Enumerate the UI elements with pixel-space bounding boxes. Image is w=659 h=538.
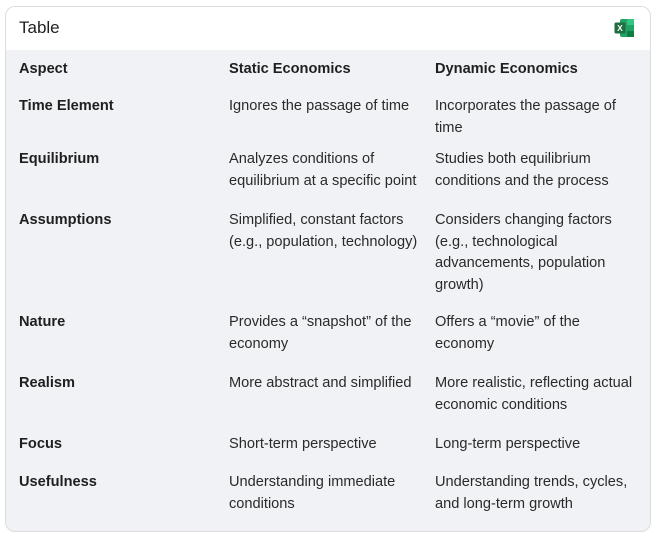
table-row [6,434,651,472]
dynamic-cell: More realistic, reflecting actual economic conditions [435,375,633,413]
static-cell: Short-term perspective [229,436,377,452]
dynamic-cell: Incorporates the passage of time [435,98,616,136]
row-aspect-cell: Usefulness [19,474,97,490]
row-aspect-cell: Focus [19,436,62,452]
dynamic-cell: Considers changing factors (e.g., technological advancements, population growth) [435,212,612,293]
svg-text:X: X [617,23,623,33]
static-cell: Ignores the passage of time [229,98,410,114]
dynamic-cell: Studies both equilibrium conditions and the process [435,151,609,189]
column-header-aspect: Aspect [19,61,68,77]
row-aspect-cell: Nature [19,314,66,330]
table-row [6,210,651,312]
excel-icon[interactable] [614,18,635,38]
static-cell: More abstract and simplified [229,375,412,391]
row-aspect-cell: Equilibrium [19,151,100,167]
table-row [6,312,651,373]
table-row [6,149,651,210]
column-header-static: Static Economics [229,61,351,77]
row-aspect-cell: Assumptions [19,212,112,228]
row-aspect-cell: Realism [19,375,75,391]
dynamic-cell: Offers a “movie” of the economy [435,314,580,352]
static-cell: Understanding immediate conditions [229,474,396,512]
card-title: Table [19,18,60,37]
static-cell: Provides a “snapshot” of the economy [229,314,412,352]
table-row [6,373,651,434]
table-row [6,472,651,522]
dynamic-cell: Understanding trends, cycles, and long-term growth [435,474,628,512]
table-row [6,90,651,149]
dynamic-cell: Long-term perspective [435,436,581,452]
table-card [5,6,651,532]
static-cell: Simplified, constant factors (e.g., population, technology) [229,212,418,250]
comparison-table [6,50,651,522]
static-cell: Analyzes conditions of equilibrium at a specific point [229,151,417,189]
column-header-dynamic: Dynamic Economics [435,61,578,77]
card-header [6,7,650,50]
row-aspect-cell: Time Element [19,98,114,114]
table-header-row [6,50,651,90]
